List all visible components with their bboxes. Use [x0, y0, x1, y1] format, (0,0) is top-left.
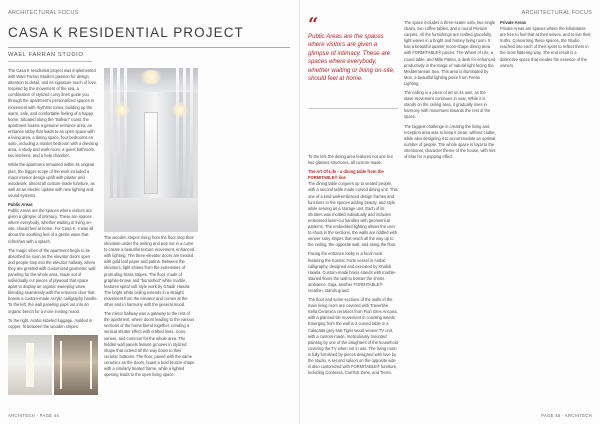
- paragraph: The magic vibes of the apartment begin to be absorbed as soon as the elevator doors open and people step into the elevator hallway, where they are greeted with customized geometric wall paneling for the whole area, made out of individually cut pieces of plywood that space apart to display an organic sweeping wave, blending seamlessly with the entrance door that boasts a custom-made Acrylic calligraphy handle. To the left, the wall paneling pops out into an organic bench for a more inviting mood.: [8, 247, 98, 314]
- paragraph: The wooden stripes rising from the floor stop their elevation under the writing and pop out in a curve to create a beautiful texture movement, enhanced with lighting. The three elevator doors are treated with gold leaf paper and patina. Between the elevators, light shines from the extremities of protruding brass stripes. The floor, made of graphite-brown and “burnished” white marble, features spiral soft style work by Ghadir Hawila. The bright white ceiling extends in a straight movement from the elevator and comes at the other end in harmony with the general mood.: [104, 235, 195, 308]
- paragraph: The space includes a three-seater sofa, two single chairs, two coffee tables, and a round Persian carpets. All the furnishings are crafted gracefully, light waves in a bright and homey living room. It has a beautiful quarter moon-shape dining area with FORMITABLE® pieces: The Wheel of Life, a round table, and Mille Pattes, a desk for enhanced productivity in the magic of natural light facing the Mediterranean Sea. This area is illuminated by Mon, a beautiful lighting piece from Feelia Lighting.: [404, 20, 496, 86]
- paragraph: To the right, Arabic-labeled luggage, molded in copper, fit between the wooden stripes.: [8, 317, 93, 329]
- wall-light: [114, 102, 130, 118]
- paragraph: The floor and some sections of the walls of the main living room are covered with Travertine Sella Ceramica ceramics from Fiori Gres Ancona, with a planned tile movement in counting weeds. Emerging from the wall is a curved table in a Calacatta grey Mat Tigris wood veneer TV unit, with a custom-made, meticulously mounted painting by one of the daughters of the household covering the TV when not in use. The living room is fully furnished by pieces designed with love by the studio. A second saloon on the opposite side is also customized with FORMITABLE® furniture, including Contessa, Comfort Zone, and Tierra.: [308, 297, 398, 376]
- paragraph: While the apartment remained within its original plan, the bigger scope of the work included a major interior design uplift with plaster and woodwork, almost all custom-made furniture, as well as an electric update with new lighting and sound systems.: [8, 162, 95, 198]
- section-label: ARCHITECTURAL FOCUS: [521, 10, 592, 16]
- entrance-photo: [8, 335, 52, 395]
- section-label: ARCHITECTURAL FOCUS: [8, 10, 79, 16]
- section-heading: The Art Of Life - a dining table from the FORMITABLE® line: [308, 169, 384, 181]
- quote-icon: “: [308, 14, 319, 35]
- body-column-5: [500, 20, 592, 72]
- article-title: CASA K RESIDENTIAL PROJECT: [8, 25, 244, 40]
- paragraph: The mirror hallway was a gateway to the rest of the apartment, where doors leading to the various sections of the home blend together, creating a vertical shutter effect with crafted lines, icons, veneer, and common for the whole area. The hidden wall panels feature grooves in stylized shape that extend all the way down to their ceramic bottoms. The floor, paved with the same ceramics as the doors, boast a bold bronze shape with a similarly treated frame, while a lighted opening leads to the open living space.: [104, 311, 195, 378]
- paragraph: The Casa K residential project was implemented with Wael Farran Studio’s passion for design, attention to detail, and its signature touch of love. Inspired by the movement of the sea, a combination of stylized curvy lines guide you through the apartment’s personalized spaces in movement with rhythmic tones, building up the warm, safe, and comfortable feeling of a happy home. Situated along the “Bahsin” coast, the apartment boasts a genuine entrance area, an entrance lobby that leads to an open space with a living area, a dining space, four bedrooms en suite, including a master bedroom with a dressing area, a study and work room, a guest bathroom, two kitchens, and a help chamber.: [8, 68, 98, 159]
- paragraph: Facing the entrance lobby is a focal nook featuring the Kosmic Forte vessel in Arabic calligraphy, designed and executed by Khalidi Hawila. Custom-made brass stands with marble-stained floors the wall to bolster the shrine ambiance. Saja, another FORMITABLE® creation, stands guard.: [308, 251, 397, 293]
- photo-door: [144, 112, 158, 194]
- paragraph: The ceiling is a piece of art on its own, as the wave movement continues in soar, While it is stands on the ceiling area, it gradually rises in harmony with movement towards the rest of the space.: [404, 90, 491, 120]
- paragraph: The biggest challenge in creating the living and reception area was to keep it clean, without clutter, while also designing it to accommodate an optimal number of people. The whole space is loyal to the intentional, character theme of the house, with hint of blue for a popping effect.: [404, 123, 496, 159]
- subtitle-divider: [8, 61, 92, 62]
- section-heading: Private Areas: [500, 20, 527, 25]
- quote-divider: [308, 108, 398, 109]
- paragraph: The dining table conjures up to seated people, with a second table made curved dining unit. This one of a kind wall-embraced design frames and functions to the spaces adding beauty, and style while serving as a storage unit. Each of its shutters was molded individually and includes embossed laser-cut handles with geometrical patterns. The embedded lighting allows the user to shoot in the sections, the walls are riddled with veneer suny stripes that reach all the way up to the ceiling, the opposite wall, and along the floor.: [308, 181, 398, 248]
- wall-light: [172, 102, 188, 118]
- photo-floor: [104, 198, 198, 232]
- light-strip: [26, 343, 34, 387]
- hallway-photo: [54, 335, 98, 395]
- paragraph: Public Areas are the spaces where visitors are given a glimpse of intimacy. These are spaces where everybody, whether waiting or living on-site, should feel at home. For Casa K, it was all about the soothing feel of a gentle wave that refreshes with a splash.: [8, 208, 94, 244]
- title-divider: [8, 47, 290, 48]
- section-heading: Public Areas: [8, 201, 33, 207]
- body-column-3: [308, 154, 398, 379]
- body-column-4: [404, 20, 496, 163]
- light-strip: [90, 341, 92, 389]
- ceiling-light: [138, 70, 164, 84]
- light-strip: [60, 341, 62, 389]
- paragraph: Private Areas are spaces where the inhabitants are free to feel that at their selves, and to live their truths. Concerning these spaces, the Studio reached into each of their spots to reflect them in the most flattering way. The end result is a distinctive space that exudes the essence of the owners.: [500, 26, 591, 68]
- body-column-1: [8, 68, 98, 333]
- corridor-photo: [104, 68, 198, 232]
- pull-quote: Public Areas are the spaces where visitors are given a glimpse of intimacy. These are spaces where everybody, whether waiting or living on-site, should feel at home.: [308, 33, 395, 83]
- body-column-2: [104, 235, 196, 381]
- page-footer: PAGE 45 · ARCHITECH: [541, 413, 592, 418]
- right-page: [300, 0, 600, 424]
- paragraph: To the left, the dining area features not one but two glasses structures, all custom-made.: [308, 154, 393, 166]
- article-subtitle: WAEL FARRAN STUDIO: [8, 52, 84, 58]
- page-footer: ARCHITECH · PAGE 44: [8, 413, 59, 418]
